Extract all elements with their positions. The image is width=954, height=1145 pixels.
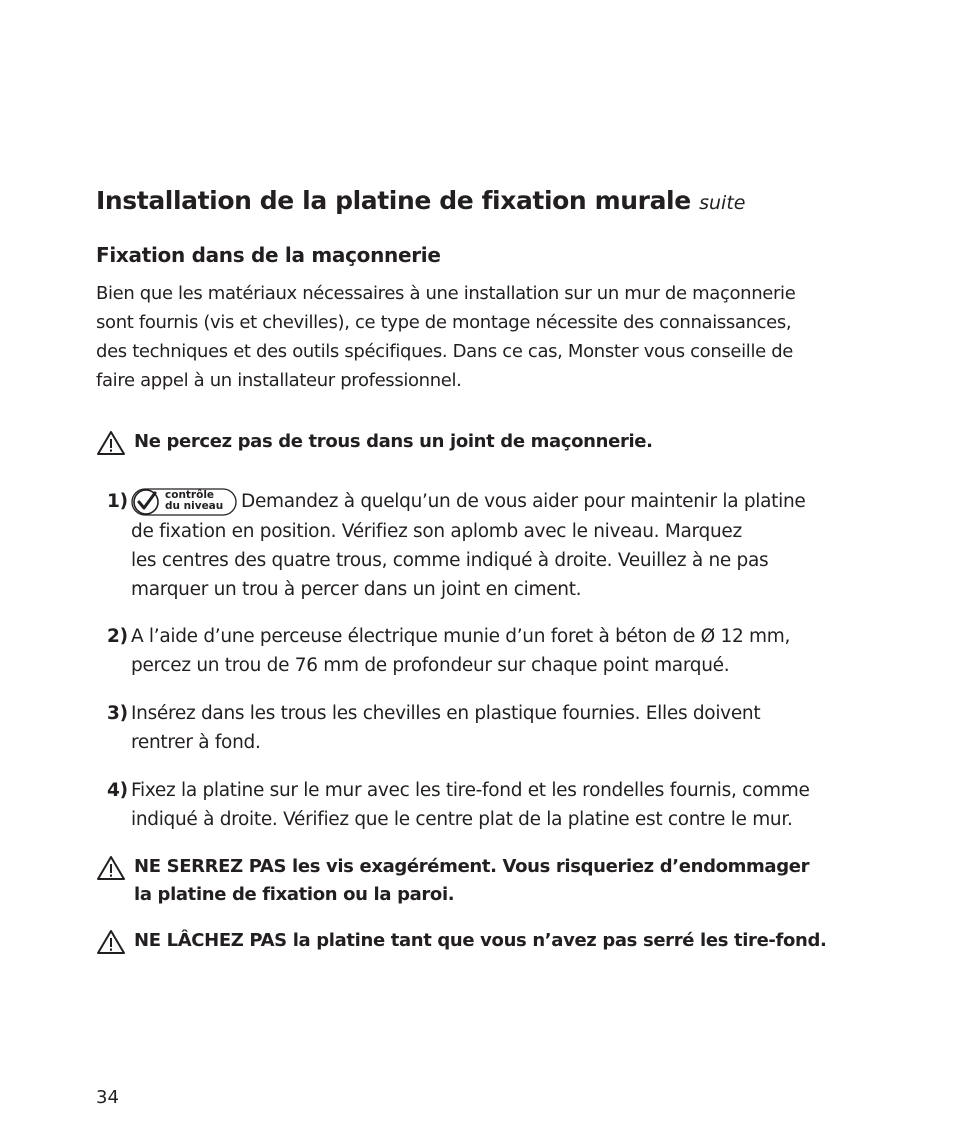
step-number: 2): [107, 626, 128, 647]
warning-line: NE SERREZ PAS les vis exagérément. Vous risqueriez d’endommager: [134, 856, 810, 877]
step-line: les centres des quatre trous, comme indiqué à droite. Veuillez à ne pas: [131, 550, 769, 571]
page-number: 34: [96, 1087, 119, 1108]
step-number: 4): [107, 780, 128, 801]
intro-line: Bien que les matériaux nécessaires à une installation sur un mur de maçonnerie: [96, 283, 796, 304]
step-line: indiqué à droite. Vérifiez que le centre plat de la platine est contre le mur.: [131, 809, 793, 830]
warning-triangle-icon: [96, 855, 126, 881]
step-line: Fixez la platine sur le mur avec les tire-fond et les rondelles fournis, comme: [131, 780, 810, 801]
step-number: 1): [107, 491, 128, 512]
step-text: [131, 776, 810, 834]
step-number: 3): [107, 703, 128, 724]
step-line: Insérez dans les trous les chevilles en plastique fournies. Elles doivent: [131, 703, 761, 724]
step-item: [96, 699, 896, 759]
warning-line: NE LÂCHEZ PAS la platine tant que vous n’avez pas serré les tire-fond.: [134, 930, 827, 951]
step-item: [96, 776, 896, 836]
warning-notice: [96, 853, 896, 911]
warning-triangle-icon: [96, 929, 126, 955]
level-check-badge: [131, 487, 237, 517]
step-line: de fixation en position. Vérifiez son aplomb avec le niveau. Marquez: [131, 521, 742, 542]
step-line: percez un trou de 76 mm de profondeur sur chaque point marqué.: [131, 655, 730, 676]
intro-line: faire appel à un installateur professionnel.: [96, 370, 462, 391]
warning-text: [134, 927, 827, 955]
step-item: [96, 487, 896, 607]
page-title-suffix: suite: [699, 192, 746, 214]
intro-paragraph: [96, 279, 866, 395]
step-text: [131, 699, 760, 757]
badge-line: du niveau: [165, 500, 224, 512]
warning-notice: [96, 428, 896, 458]
warning-text: [134, 853, 809, 909]
step-line: A l’aide d’une perceuse électrique munie d’un foret à béton de Ø 12 mm,: [131, 626, 791, 647]
intro-line: sont fournis (vis et chevilles), ce type de montage nécessite des connaissances,: [96, 312, 792, 333]
step-line: Demandez à quelqu’un de vous aider pour maintenir la platine: [241, 491, 806, 512]
warning-triangle-icon: [96, 430, 126, 456]
step-text: [131, 487, 805, 604]
warning-text: Ne percez pas de trous dans un joint de maçonnerie.: [134, 431, 653, 452]
badge-line: contrôle: [165, 489, 215, 501]
page-title: [96, 186, 745, 215]
intro-line: des techniques et des outils spécifiques. Dans ce cas, Monster vous conseille de: [96, 341, 793, 362]
checkmark-icon: [139, 493, 155, 508]
warning-line: la platine de fixation ou la paroi.: [134, 884, 455, 905]
page-title-text: Installation de la platine de fixation murale: [96, 186, 691, 215]
warning-notice: [96, 927, 896, 957]
step-line: rentrer à fond.: [131, 732, 261, 753]
section-heading: Fixation dans de la maçonnerie: [96, 243, 441, 267]
step-item: [96, 622, 896, 682]
step-text: [131, 622, 790, 680]
step-line: marquer un trou à percer dans un joint en ciment.: [131, 579, 582, 600]
